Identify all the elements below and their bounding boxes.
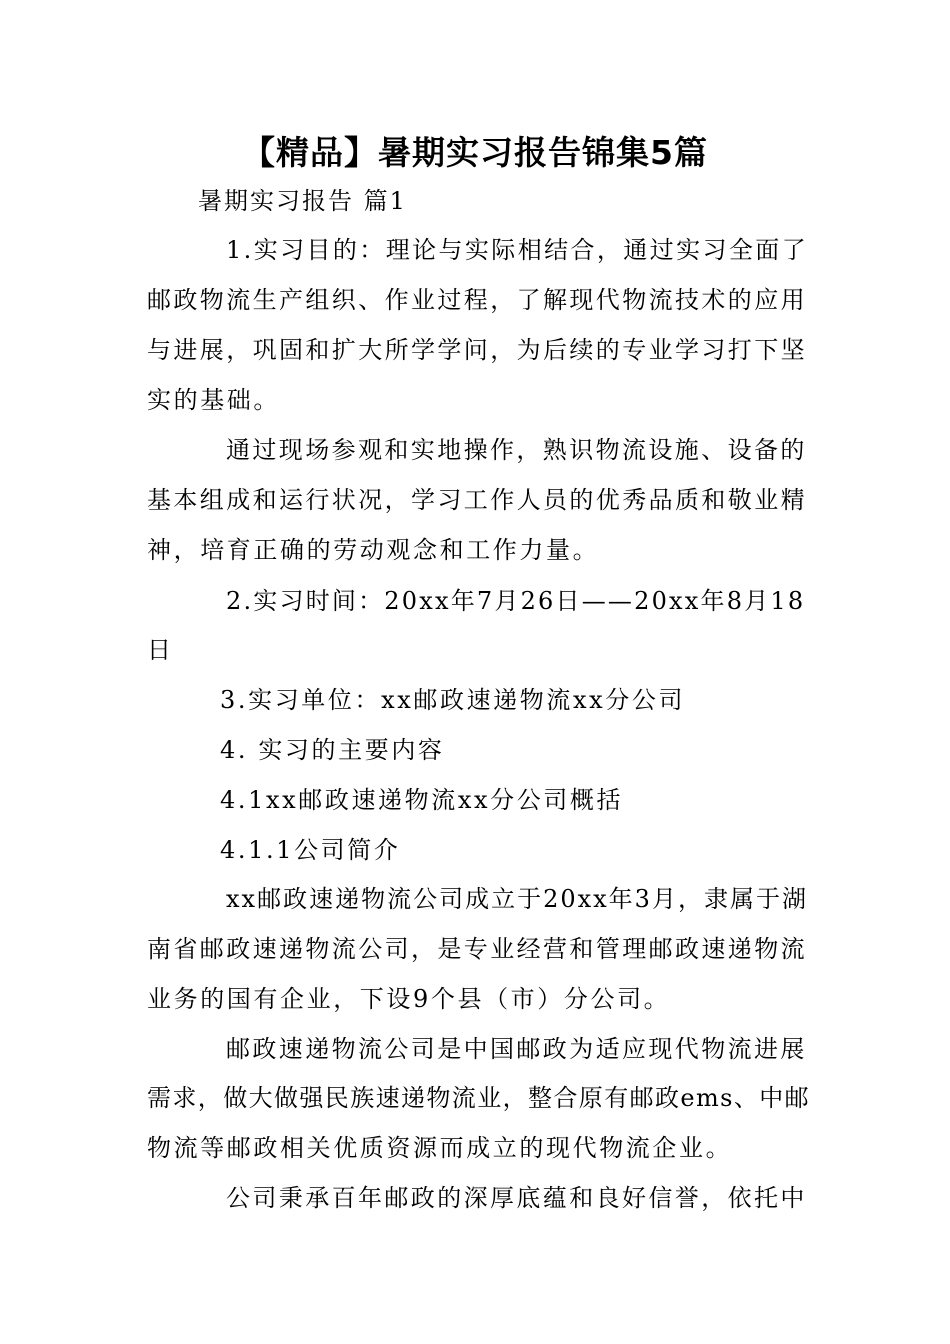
paragraph-line: 南省邮政速递物流公司，是专业经营和管理邮政速递物流: [147, 935, 807, 963]
paragraph-line: 通过现场参观和实地操作，熟识物流设施、设备的: [226, 436, 807, 464]
paragraph-line: xx邮政速递物流公司成立于20xx年3月，隶属于湖: [226, 885, 808, 913]
paragraph-line: 需求，做大做强民族速递物流业，整合原有邮政ems、中邮: [147, 1084, 811, 1112]
paragraph-line: 4. 实习的主要内容: [220, 736, 445, 764]
section-heading: 暑期实习报告 篇1: [198, 187, 407, 215]
paragraph-line: 日: [147, 636, 174, 664]
paragraph-line: 神，培育正确的劳动观念和工作力量。: [147, 536, 600, 564]
paragraph-line: 3.实习单位：xx邮政速递物流xx分公司: [220, 686, 686, 714]
paragraph-line: 邮政速递物流公司是中国邮政为适应现代物流进展: [226, 1035, 807, 1063]
paragraph-line: 与进展，巩固和扩大所学学问，为后续的专业学习打下坚: [147, 336, 807, 364]
paragraph-line: 业务的国有企业，下设9个县（市）分公司。: [147, 985, 671, 1013]
paragraph-line: 实的基础。: [147, 386, 280, 414]
paragraph-line: 4.1xx邮政速递物流xx分公司概括: [220, 786, 624, 814]
paragraph-line: 公司秉承百年邮政的深厚底蕴和良好信誉，依托中: [226, 1184, 807, 1212]
paragraph-line: 邮政物流生产组织、作业过程，了解现代物流技术的应用: [147, 286, 807, 314]
document-title: 【精品】暑期实习报告锦集5篇: [242, 133, 708, 172]
paragraph-line: 物流等邮政相关优质资源而成立的现代物流企业。: [147, 1134, 733, 1162]
paragraph-line: 4.1.1公司简介: [220, 836, 401, 864]
paragraph-line: 2.实习时间：20xx年7月26日——20xx年8月18: [226, 587, 806, 615]
paragraph-line: 基本组成和运行状况，学习工作人员的优秀品质和敬业精: [147, 486, 807, 514]
paragraph-line: 1.实习目的：理论与实际相结合，通过实习全面了: [226, 236, 809, 264]
